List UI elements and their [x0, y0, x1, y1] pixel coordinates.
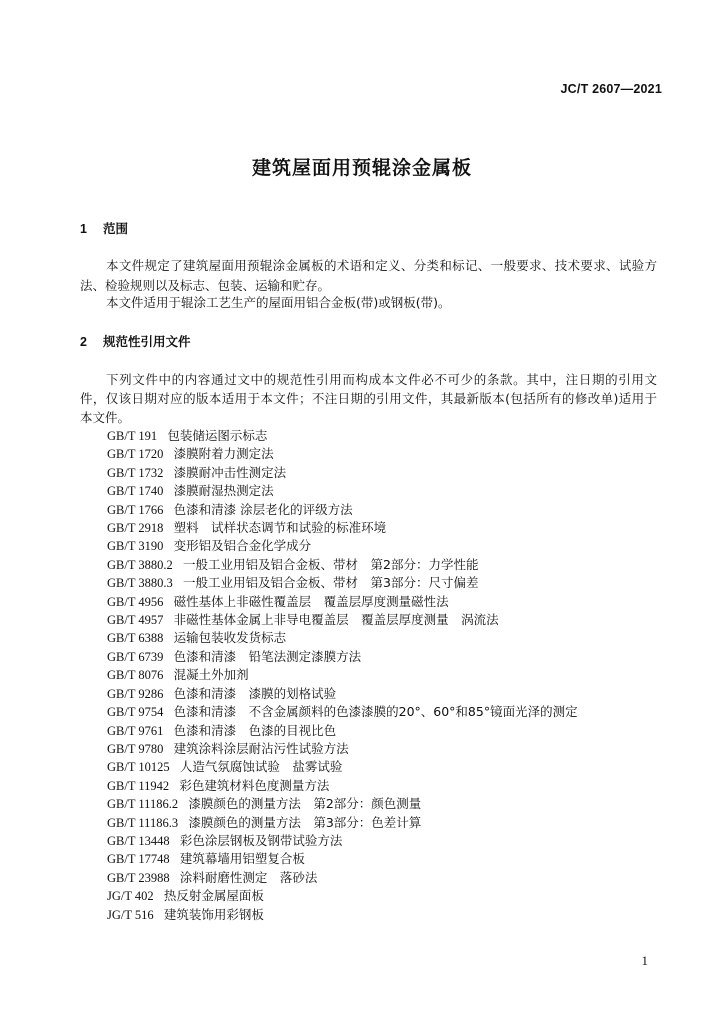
reference-item	[107, 758, 578, 776]
text-line: 本文件规定了建筑屋面用预辊涂金属板的术语和定义、分类和标记、一般要求、技术要求、试验方	[106, 258, 657, 273]
reference-item	[107, 777, 578, 795]
reference-title: 人造气氛腐蚀试验 盐雾试验	[179, 759, 343, 775]
reference-list	[107, 427, 578, 924]
reference-title: 一般工业用铝及铝合金板、带材 第3部分：尺寸偏差	[182, 575, 479, 591]
reference-title: 一般工业用铝及铝合金板、带材 第2部分：力学性能	[182, 556, 479, 572]
section-title: 范围	[103, 221, 129, 236]
text-line: 下列文件中的内容通过文中的规范性引用而构成本文件必不可少的条款。其中，注日期的引用文	[106, 372, 657, 387]
normative-refs-intro	[80, 370, 657, 427]
reference-item	[107, 464, 578, 482]
reference-item	[107, 501, 578, 519]
scope-paragraph-2	[80, 293, 657, 313]
reference-title: 彩色涂层钢板及钢带试验方法	[179, 832, 343, 848]
reference-title: 运输包装收发货标志	[173, 630, 287, 646]
reference-code: GB/T 9754	[107, 705, 164, 720]
reference-code: JG/T 516	[107, 907, 154, 922]
reference-item	[107, 648, 578, 666]
reference-title: 漆膜耐湿热测定法	[173, 483, 274, 499]
reference-item	[107, 869, 578, 887]
reference-code: GB/T 2918	[107, 521, 164, 536]
reference-title: 漆膜附着力测定法	[173, 446, 274, 462]
reference-code: GB/T 1740	[107, 484, 164, 499]
reference-item	[107, 906, 578, 924]
reference-item	[107, 537, 578, 555]
reference-item	[107, 593, 578, 611]
reference-item	[107, 850, 578, 868]
section-number: 2	[80, 335, 87, 349]
reference-title: 涂料耐磨性测定 落砂法	[179, 869, 318, 885]
reference-code: GB/T 17748	[107, 852, 170, 867]
reference-code: GB/T 6388	[107, 631, 164, 646]
reference-title: 漆膜耐冲击性测定法	[173, 464, 287, 480]
reference-item	[107, 832, 578, 850]
reference-title: 色漆和清漆 漆膜的划格试验	[173, 685, 337, 701]
reference-code: GB/T 6739	[107, 649, 164, 664]
section-heading-normative-refs	[80, 332, 191, 350]
scope-paragraph-1	[80, 256, 657, 296]
reference-title: 色漆和清漆 涂层老化的评级方法	[173, 501, 353, 517]
reference-item	[107, 814, 578, 832]
reference-item	[107, 611, 578, 629]
section-title: 规范性引用文件	[103, 334, 191, 349]
reference-code: GB/T 23988	[107, 870, 170, 885]
reference-title: 建筑幕墙用铝塑复合板	[179, 851, 305, 867]
reference-code: GB/T 1766	[107, 502, 164, 517]
reference-title: 彩色建筑材料色度测量方法	[179, 777, 330, 793]
reference-code: GB/T 11942	[107, 778, 170, 793]
reference-code: JG/T 402	[107, 889, 154, 904]
reference-item	[107, 445, 578, 463]
reference-title: 塑料 试样状态调节和试验的标准环境	[173, 520, 387, 536]
text-line: 本文件适用于辊涂工艺生产的屋面用铝合金板(带)或钢板(带)。	[106, 295, 451, 310]
reference-item	[107, 519, 578, 537]
reference-item	[107, 666, 578, 684]
reference-title: 建筑涂料涂层耐沾污性试验方法	[173, 740, 349, 756]
reference-item	[107, 629, 578, 647]
text-line: 件，仅该日期对应的版本适用于本文件；不注日期的引用文件，其最新版本(包括所有的修改单)适用于	[80, 391, 657, 406]
reference-code: GB/T 4956	[107, 594, 164, 609]
reference-code: GB/T 1720	[107, 447, 164, 462]
reference-code: GB/T 9761	[107, 723, 164, 738]
document-title: 建筑屋面用预辊涂金属板	[251, 157, 472, 179]
reference-item	[107, 482, 578, 500]
reference-title: 漆膜颜色的测量方法 第2部分：颜色测量	[188, 796, 422, 812]
reference-title: 变形铝及铝合金化学成分	[173, 538, 312, 554]
reference-item	[107, 574, 578, 592]
reference-code: GB/T 3190	[107, 539, 164, 554]
reference-code: GB/T 3880.2	[107, 557, 173, 572]
page-number: 1	[641, 953, 648, 968]
reference-title: 色漆和清漆 铅笔法测定漆膜方法	[173, 648, 362, 664]
reference-title: 非磁性基体金属上非导电覆盖层 覆盖层厚度测量 涡流法	[173, 612, 499, 628]
standard-code: JC/T 2607—2021	[560, 82, 662, 96]
reference-title: 建筑装饰用彩钢板	[163, 906, 264, 922]
reference-item	[107, 703, 578, 721]
reference-code: GB/T 9780	[107, 741, 164, 756]
reference-title: 漆膜颜色的测量方法 第3部分：色差计算	[188, 814, 422, 830]
reference-item	[107, 556, 578, 574]
reference-title: 色漆和清漆 不含金属颜料的色漆漆膜的20°、60°和85°镜面光泽的测定	[173, 704, 578, 720]
reference-code: GB/T 3880.3	[107, 576, 173, 591]
text-line: 本文件。	[80, 410, 131, 425]
reference-title: 包装储运图示标志	[167, 428, 268, 443]
reference-code: GB/T 11186.3	[107, 815, 179, 830]
reference-code: GB/T 13448	[107, 833, 170, 848]
reference-item	[107, 722, 578, 740]
reference-code: GB/T 8076	[107, 668, 164, 683]
reference-title: 色漆和清漆 色漆的目视比色	[173, 722, 337, 738]
reference-code: GB/T 9286	[107, 686, 164, 701]
reference-title: 磁性基体上非磁性覆盖层 覆盖层厚度测量磁性法	[173, 593, 449, 609]
reference-item	[107, 685, 578, 703]
text-line: 法、检验规则以及标志、包装、运输和贮存。	[80, 278, 331, 293]
reference-code: GB/T 4957	[107, 613, 164, 628]
reference-item	[107, 795, 578, 813]
reference-code: GB/T 11186.2	[107, 797, 179, 812]
reference-item	[107, 740, 578, 758]
section-heading-scope	[80, 219, 128, 237]
section-number: 1	[80, 222, 87, 236]
reference-code: GB/T 10125	[107, 760, 170, 775]
reference-title: 热反射金属屋面板	[163, 888, 264, 904]
reference-code: GB/T 1732	[107, 465, 164, 480]
reference-title: 混凝土外加剂	[173, 667, 249, 683]
reference-item	[107, 887, 578, 905]
reference-code: GB/T 191	[107, 429, 158, 443]
reference-item	[107, 427, 578, 445]
